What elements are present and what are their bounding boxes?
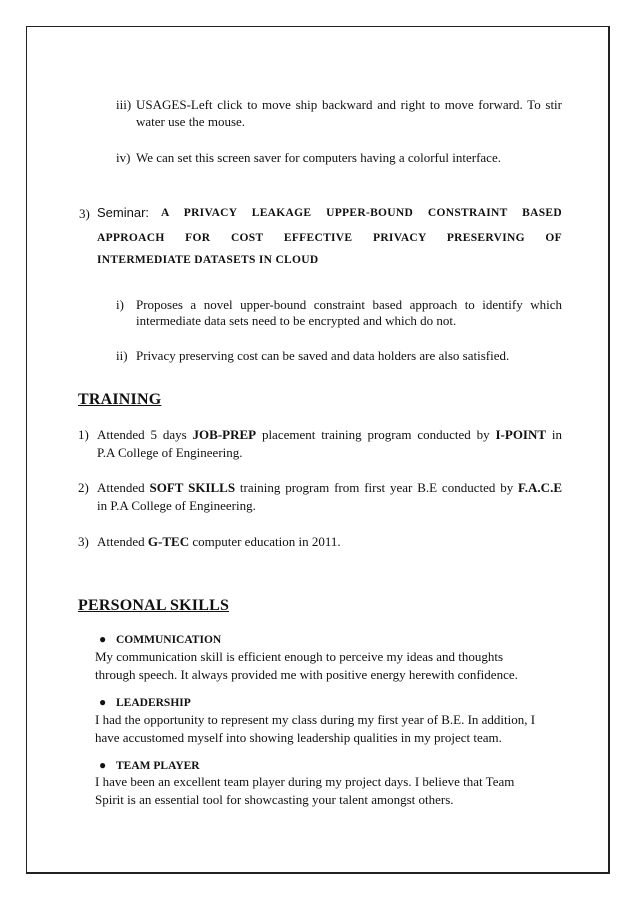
skill-description: I had the opportunity to represent my class during my first year of B.E. In addition, I <box>95 712 536 727</box>
list-marker: 3) <box>78 534 89 549</box>
skill-title: TEAM PLAYER <box>116 760 200 772</box>
list-item-text: Proposes a novel upper-bound constraint based approach to identify which <box>136 297 562 312</box>
skill-description: I have been an excellent team player during my project days. I believe that Team <box>95 774 515 789</box>
bullet-icon: ● <box>99 632 107 646</box>
list-marker: i) <box>116 297 124 312</box>
list-item-text: USAGES-Left click to move ship backward and right to move forward. To stir <box>136 97 562 112</box>
skill-title: COMMUNICATION <box>116 634 222 646</box>
seminar-title-line: INTERMEDIATE DATASETS IN CLOUD <box>97 254 319 266</box>
list-marker: iii) <box>116 97 132 112</box>
skill-description: have accustomed myself into showing leadership qualities in my project team. <box>95 730 502 745</box>
skill-title: LEADERSHIP <box>116 697 191 709</box>
skill-description: Spirit is an essential tool for showcasting your talent amongst others. <box>95 792 454 807</box>
list-marker: 1) <box>78 427 89 442</box>
list-item-text: intermediate data sets need to be encrypted and which do not. <box>136 313 457 328</box>
list-marker: 2) <box>78 480 89 495</box>
list-marker: ii) <box>116 348 128 363</box>
list-item-text: water use the mouse. <box>136 114 246 129</box>
list-marker: iv) <box>116 150 131 165</box>
training-item-line: Attended SOFT SKILLS training program from first year B.E conducted by F.A.C.E <box>97 480 562 495</box>
bullet-icon: ● <box>99 758 107 772</box>
seminar-title-line: A PRIVACY LEAKAGE UPPER-BOUND CONSTRAINT BASED <box>161 207 562 219</box>
training-item-line: Attended 5 days JOB-PREP placement training program conducted by I-POINT in <box>97 427 563 442</box>
bullet-icon: ● <box>99 695 107 709</box>
training-item-line: P.A College of Engineering. <box>97 445 243 460</box>
list-item-text: We can set this screen saver for computers having a colorful interface. <box>136 150 501 165</box>
section-heading-training: TRAINING <box>78 391 162 408</box>
training-item-line: in P.A College of Engineering. <box>97 498 256 513</box>
seminar-marker: 3) <box>79 206 90 221</box>
seminar-title-line: APPROACH FOR COST EFFECTIVE PRIVACY PRESERVING OF <box>97 232 562 244</box>
seminar-label: Seminar: <box>97 205 150 220</box>
training-item-line: Attended G-TEC computer education in 2011. <box>97 534 341 549</box>
skill-description: through speech. It always provided me with positive energy herewith confidence. <box>95 667 518 682</box>
skill-description: My communication skill is efficient enough to perceive my ideas and thoughts <box>95 649 504 664</box>
list-item-text: Privacy preserving cost can be saved and data holders are also satisfied. <box>136 348 510 363</box>
section-heading-personal-skills: PERSONAL SKILLS <box>78 597 230 614</box>
